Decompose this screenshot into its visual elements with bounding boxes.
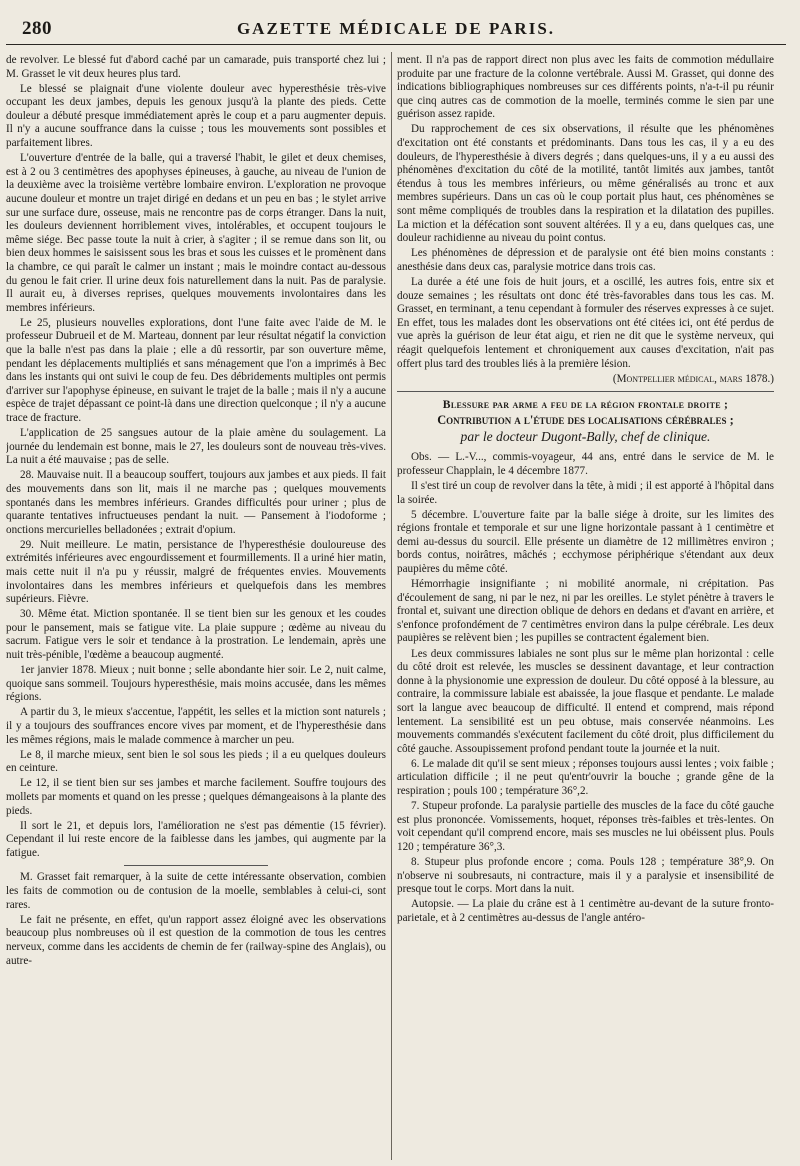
page-number: 280 [22,18,52,39]
article-author: par le docteur Dugont-Bally, chef de clinique. [460,429,711,445]
section-separator [124,865,268,866]
paragraph: 30. Même état. Miction spontanée. Il se tient bien sur les genoux et les coudes pour le pansement, mais se fatigue vite. La plaie suppure ; œdème au niveau du sacrum. Fatigue vers le soir et tendance à la prostration. Le lendemain, après une nuit très-pénible, l'œdème a beaucoup augmenté. [6,608,386,662]
paragraph: ment. Il n'a pas de rapport direct non plus avec les faits de commotion médullaire produite par une fracture de la colonne vertébrale. Aussi M. Grasset, qui donne des indications bibliographiques nombreuses sur ces différents points, n'a-t-il pu réunir que cinq autres cas de commotion de la moelle, terminés comme le sien par une guérison assez rapide. [397,54,774,121]
article-rule [397,391,774,392]
paragraph: Il s'est tiré un coup de revolver dans la tête, à midi ; il est apporté à l'hôpital dans la soirée. [397,479,774,506]
paragraph: Le 25, plusieurs nouvelles explorations, dont l'une faite avec l'aide de M. le professeur Dubrueil et de M. Marteau, donnent par leur résultat négatif la conviction que la balle n'est pas dans la plaie ; elle a dû ressortir, par son ouverture même, pendant les déplacements multipliés et sans ménagement que l'on a imprimés à Bec dans les instants qui ont suivi le coup de feu. Des débridements multiples ont permis d'arriver sur l'apophyse épineuse, en suivant le trajet de la balle ; mais il n'y a aucune espèce de trajet dépassant ce point-là dans une direction quelconque ; il n'y a aucune trace de fracture. [6,316,386,424]
paragraph: A partir du 3, le mieux s'accentue, l'appétit, les selles et la miction sont naturels ; il y a toujours des souffrances encore vives par moment, et de l'hyperesthésie dans les mêmes régions, mais le malade commence à marcher un peu. [6,706,386,746]
paragraph: Le blessé se plaignait d'une violente douleur avec hyperesthésie très-vive occupant les deux jambes, depuis les genoux jusqu'à la plante des pieds. Cette douleur a débuté presque immédiatement après le coup et a paru augmenter depuis. Il n'y a aucune souffrance dans la cuisse ; tous les mouvements sont possibles et parfaitement libres. [6,82,386,150]
paragraph: Le 12, il se tient bien sur ses jambes et marche facilement. Souffre toujours des mollets par moments et quand on les presse ; quelques démangeaisons à la plante des pieds. [6,777,386,817]
paragraph: L'application de 25 sangsues autour de la plaie amène du soulagement. La journée du lendemain est bonne, mais le 27, les douleurs sont de nouveau très-vives. La nuit a été mauvaise ; pas de selle. [6,427,386,467]
paragraph: de revolver. Le blessé fut d'abord caché par un camarade, puis transporté chez lui ; M. Grasset le vit deux heures plus tard. [6,54,386,80]
paragraph: Le fait ne présente, en effet, qu'un rapport assez éloigné avec les observations beaucoup plus nombreuses où il est question de la commotion de tous les centres nerveux, comme dans les accidents de chemin de fer (railway-spine des Anglais), ou autre- [6,913,386,967]
paragraph: M. Grasset fait remarquer, à la suite de cette intéressante observation, combien les faits de commotion ou de contusion de la moelle, semblables à celui-ci, sont rares. [6,871,386,911]
column-divider [391,52,392,1160]
paragraph: 28. Mauvaise nuit. Il a beaucoup souffert, toujours aux jambes et aux pieds. Il fait des mouvements dans son lit, mais il ne marche pas ; quelques mouvements spontanés dans les membres inférieurs. Grandes difficultés pour uriner ; plus de quarante tentatives infructueuses pendant la nuit. — Pansement à l'iodoforme ; onctions mercurielles belladonées ; extrait d'opium. [6,469,386,536]
paragraph: 29. Nuit meilleure. Le matin, persistance de l'hyperesthésie douloureuse des extrémités inférieures avec engourdissement et fourmillements. Il a uriné hier matin, mais cette nuit il n'a pu y réussir, malgré de fréquentes envies. Mouvements involontaires dans les membres inférieurs et quelquefois dans les membres supérieurs. Fièvre. [6,538,386,606]
paragraph: La durée a été une fois de huit jours, et a oscillé, les autres fois, entre six et douze semaines ; les résultats ont donc été très-favorables dans tous les cas. M. Grasset, en terminant, a tenu cependant à formuler des réserves expresses à ce sujet. En effet, tous les malades dont les observations ont été citées ici, ont été perdus de vue après la guérison de leur état aigu, et rien ne dit que le système nerveux, qui réagit quelquefois lentement et chroniquement aux causes d'excitation, n'ait pas offert plus tard des troubles liés à la première lésion. [397,276,774,370]
paragraph: 6. Le malade dit qu'il se sent mieux ; réponses toujours aussi lentes ; voix faible ; articulation difficile ; il ne peut qu'entr'ouvrir la bouche ; grande gêne de la respiration ; pouls 100 ; température 36°,2. [397,757,774,797]
paragraph: 5 décembre. L'ouverture faite par la balle siége à droite, sur les limites des régions frontale et temporale et sur une ligne horizontale passant à 1 centimètre et demi au-dessus du sourcil. Elle présente un diamètre de 12 millimètres environ ; bords contus, noirâtres, mâchés ; ecchymose périphérique s'étendant aux deux paupières du même côté. [397,508,774,575]
paragraph: Autopsie. — La plaie du crâne est à 1 centimètre au-devant de la suture fronto-parietale, et à 2 centimètres au-dessus de l'angle antéro- [397,898,774,924]
paragraph: 8. Stupeur plus profonde encore ; coma. Pouls 128 ; température 38°,9. On n'observe ni soubresauts, ni contracture, mais il y a paralysie et insensibilité de presque tout le corps. Mort dans la nuit. [397,855,774,896]
right-column [397,54,774,1159]
paragraph: Les phénomènes de dépression et de paralysie ont été bien moins constants : anesthésie dans deux cas, paralysie motrice dans trois cas. [397,247,774,273]
page-header [6,18,786,45]
paragraph: Hémorrhagie insignifiante ; ni mobilité anormale, ni crépitation. Pas d'écoulement de sang, ni par le nez, ni par les oreilles. Le stylet pénètre à travers le frontal et, suivant une direction oblique de dehors en dedans et d'avant en arrière, et s'enfonce profondément de 7 centimètres environ dans la pulpe cérébrale. Les deux paupières se relèvent bien ; les pupilles se contractent également bien. [397,578,774,645]
left-column [6,54,386,1159]
paragraph: Il sort le 21, et depuis lors, l'amélioration ne s'est pas démentie (15 février). Cependant il lui reste encore de la faiblesse dans les jambes, qui augmente par la fatigue. [6,819,386,859]
paragraph: Obs. — L.-V..., commis-voyageur, 44 ans, entré dans le service de M. le professeur Chapplain, le 4 décembre 1877. [397,451,774,477]
source-citation: (Montpellier médical, mars 1878.) [612,372,774,385]
article-title: Blessure par arme a feu de la région frontale droite ; [442,398,729,412]
paragraph: Le 8, il marche mieux, sent bien le sol sous les pieds ; il a eu quelques douleurs en ceinture. [6,748,386,775]
paragraph: L'ouverture d'entrée de la balle, qui a traversé l'habit, le gilet et deux chemises, est à 2 ou 3 centimètres des apophyses épineuses, à gauche, au niveau de l'union de la deuxième avec la troisième vertèbre lombaire environ. L'exploration ne provoque aucune douleur et montre un trajet dirigé en dedans et un peu en bas ; le stylet arrive sur une surface dure, osseuse, mais ne rencontre pas de corps étranger. Dans la nuit, les douleurs deviennent horriblement vives, intolérables, et occupent toujours le même siége. Bec passe toute la nuit à crier, à s'agiter ; il se remue dans son lit, ou bien deux hommes le saisissent sous les bras et sous les cuisses et le promènent dans la chambre, ce qui paraît le calmer un instant ; mais le moindre contact au-dessous du genou le fait crier. Il urine deux fois naturellement dans la nuit. Pas de paralysie. Il aurait eu, à diverses reprises, quelques mouvements involontaires dans les membres inférieurs. [6,152,386,314]
paragraph: 1er janvier 1878. Mieux ; nuit bonne ; selle abondante hier soir. Le 2, nuit calme, quoique sans sommeil. Toujours hyperesthésie, mais moins accusée, dans les mêmes régions. [6,664,386,704]
paragraph: Du rapprochement de ces six observations, il résulte que les phénomènes d'excitation ont été constants et prédominants. Dans tous les cas, il y a eu des douleurs, de l'hyperesthésie à divers degrés ; dans quelques-uns, il y a eu aussi des phénomènes d'excitation du côté de la motilité, tantôt limités aux jambes, tantôt étendus à tous les membres inférieurs, ou même généralisés au tronc et aux membres supérieurs. Dans un cas où le coup portait plus haut, ces phénomènes se sont même compliqués de troubles dans la respiration et la dilatation des pupilles. La miction et la défécation sont souvent altérées. Il y a eu, dans quelques cas, une douleur rachidienne au niveau du point contus. [397,123,774,245]
paragraph: 7. Stupeur profonde. La paralysie partielle des muscles de la face du côté gauche est plus prononcée. Vomissements, hoquet, réponses très-faibles et très-lentes. On voit cependant qu'il comprend encore, mais ses muscles ne lui obéissent plus. Pouls 120 ; température 36°,3. [397,800,774,853]
paragraph: Les deux commissures labiales ne sont plus sur le même plan horizontal : celle du côté droit est relevée, les muscles se dessinent davantage, et leur contraction donne à la physionomie une expression de douleur. Du côté opposé à la blessure, au contraire, la commissure labiale est abaissée, la joue flasque et pendante. Le malade sort la langue avec beaucoup de difficulté. Il entend et comprend, mais répond lentement. La sensibilité est un peu obtuse, mais conservée néanmoins. Les mouvements commandés s'exécutent facilement du côté droit, plus difficilement du côté gauche. Assoupissement profond pendant toute la journée et la nuit. [397,647,774,755]
running-title: GAZETTE MÉDICALE DE PARIS. [236,19,556,38]
article-subtitle: Contribution a l'étude des localisations cérébrales ; [437,413,734,428]
